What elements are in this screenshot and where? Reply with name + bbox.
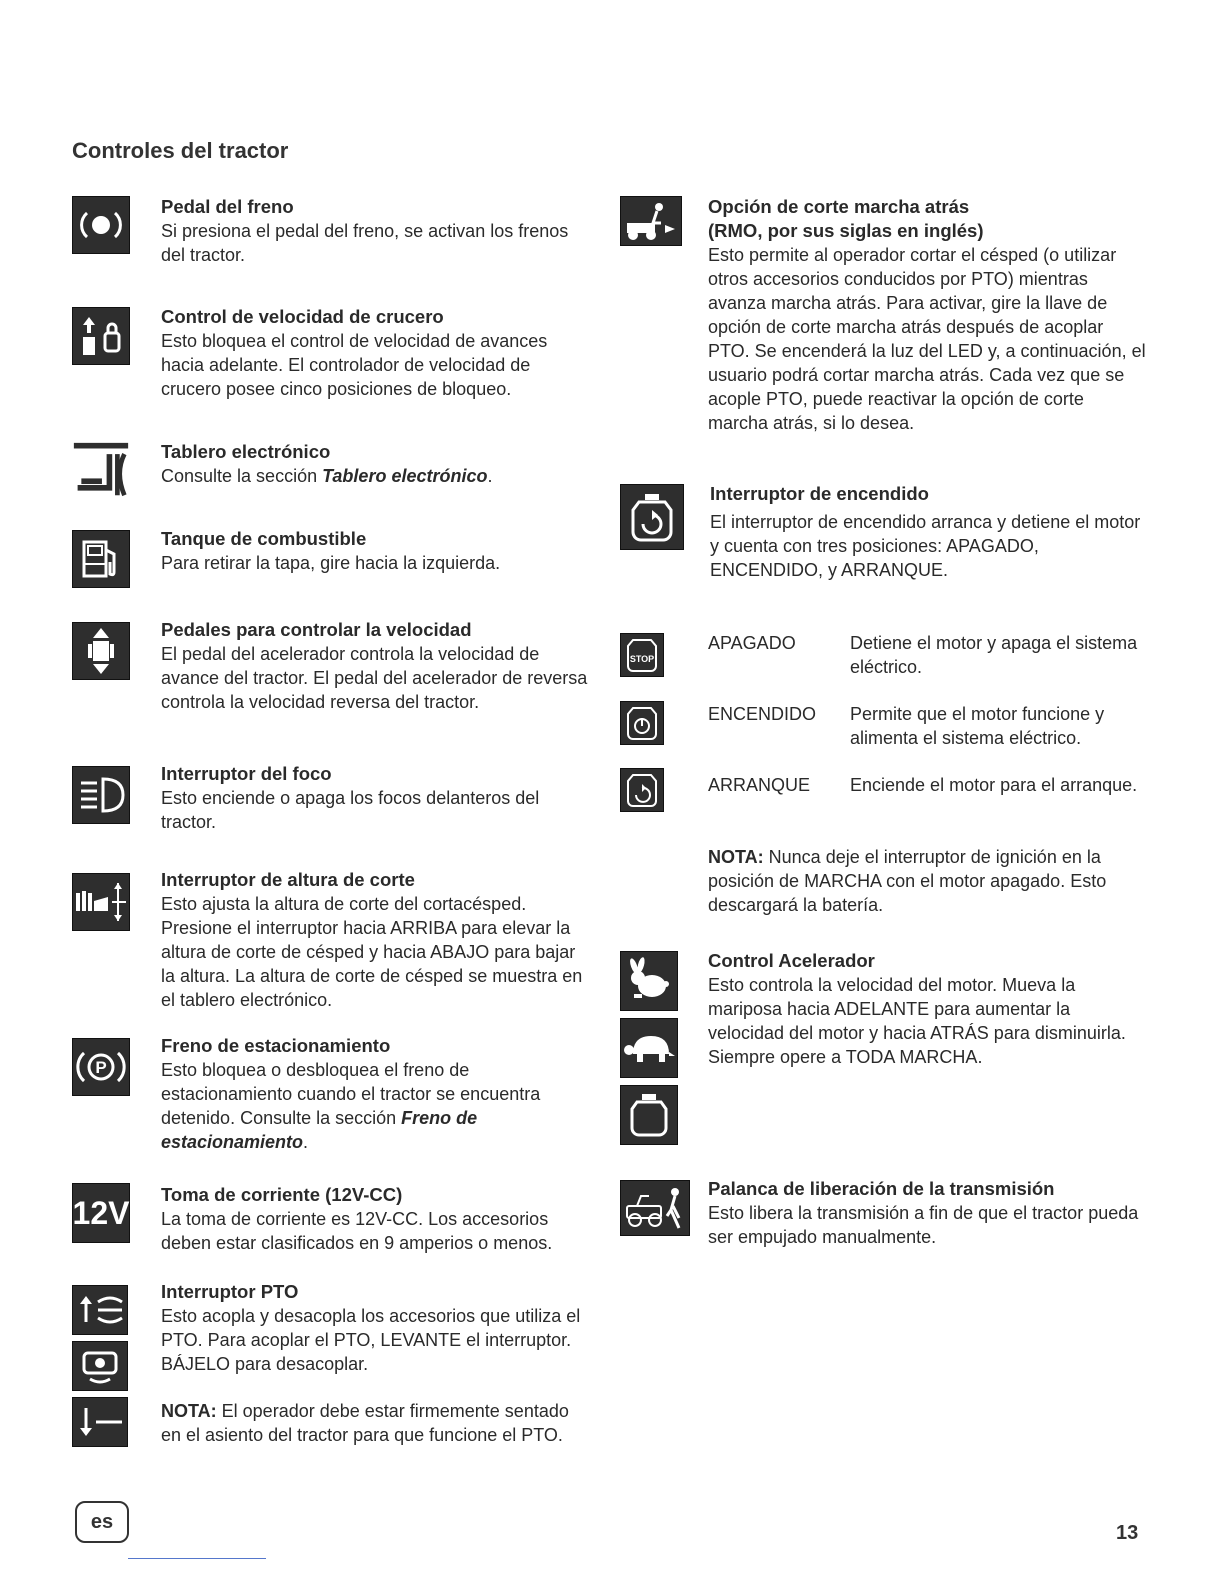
transmission-release-item [708,1177,1148,1249]
choke-icon [620,1085,678,1145]
speed-pedals-item [161,618,591,714]
item-title: Control Acelerador [708,950,875,971]
item-body: Esto bloquea el control de velocidad de avances hacia adelante. El controlador de velocidad de crucero posee cinco posiciones de bloqueo. [161,331,548,399]
position-desc: Permite que el motor funcione y alimenta el sistema eléctrico. [850,704,1105,748]
item-body: El pedal del acelerador controla la velocidad de avance del tractor. El pedal del acelerador de reversa controla la velocidad reversa del tractor. [161,644,588,712]
item-title: Pedales para controlar la velocidad [161,619,472,640]
parking-brake-item [161,1034,591,1154]
cut-height-switch-item [161,868,591,1012]
item-body: Consulte la sección Tablero electrónico. [161,466,493,486]
pto-switch-item [161,1280,591,1376]
item-body: Esto acopla y desacopla los accesorios que utiliza el PTO. Para acoplar el PTO, LEVANTE el interruptor. BÁJELO para desacoplar. [161,1306,581,1374]
engine-run-icon [620,701,664,745]
engine-start-icon [620,768,664,812]
ignition-icon [620,484,684,550]
power-outlet-icon [72,1183,130,1243]
position-name: ARRANQUE [708,775,811,795]
note-label: NOTA: [708,847,764,867]
page-number: 13 [1116,1522,1139,1544]
fuel-tank-item [161,527,591,575]
reverse-mow-item [708,195,1148,435]
headlight-icon [72,766,130,824]
item-body: El interruptor de encendido arranca y detiene el motor y cuenta con tres posiciones: APAGADO, ENCENDIDO, y ARRANQUE. [710,512,1141,580]
pto-disengage-icon [72,1397,128,1447]
item-title: Tanque de combustible [161,528,367,549]
ignition-position-start [708,773,1158,823]
ignition-note [708,845,1153,917]
note-text: El operador debe estar firmemente sentado en el asiento del tractor para que funcione el PTO. [161,1401,569,1445]
position-desc: Detiene el motor y apaga el sistema eléctrico. [850,633,1138,677]
item-title: Pedal del freno [161,196,294,217]
brake-icon [72,196,130,254]
svg-text:STOP: STOP [629,654,655,664]
svg-text:P: P [95,1058,107,1077]
item-body: Esto bloquea o desbloquea el freno de estacionamiento cuando el tractor se encuentra detenido. Consulte la sección Freno de estacionamiento. [161,1060,541,1152]
language-badge: es [75,1501,129,1543]
engine-stop-icon [620,633,664,677]
cut-height-icon [72,873,130,931]
item-title: Interruptor de encendido [710,483,929,504]
position-desc: Enciende el motor para el arranque. [850,775,1138,795]
fuel-tank-icon [72,530,130,588]
brake-pedal-item [161,195,591,267]
transmission-release-icon [620,1180,690,1236]
item-body: Para retirar la tapa, gire hacia la izquierda. [161,553,501,573]
power-outlet-icon-label: 12V [72,1194,130,1231]
dashboard-item [161,440,591,488]
item-body: La toma de corriente es 12V-CC. Los accesorios deben estar clasificados en 9 amperios o menos. [161,1209,553,1253]
item-body: Esto controla la velocidad del motor. Mueva la mariposa hacia ADELANTE para aumentar la velocidad del motor y hacia ATRÁS para disminuirla. Siempre opere a TODA MARCHA. [708,975,1126,1067]
item-title: Control de velocidad de crucero [161,306,444,327]
pto-note [161,1399,591,1447]
item-subtitle: (RMO, por sus siglas en inglés) [708,220,984,241]
position-name: APAGADO [708,633,796,653]
speed-pedal-icon [72,622,130,680]
parking-brake-icon [72,1038,130,1096]
note-text: Nunca deje el interruptor de ignición en la posición de MARCHA con el motor apagado. Esto descargará la batería. [708,847,1107,915]
dashboard-icon [72,441,130,499]
throttle-item [708,949,1148,1069]
item-body: Si presiona el pedal del freno, se activan los frenos del tractor. [161,221,569,265]
turtle-icon [620,1018,678,1078]
reverse-mow-icon [620,196,682,246]
pto-engage-icon [72,1285,128,1335]
rabbit-icon [620,951,678,1011]
ignition-switch-item [710,482,1150,582]
item-title: Toma de corriente (12V-CC) [161,1184,403,1205]
headlight-switch-item [161,762,591,834]
item-body: Esto libera la transmisión a fin de que el tractor pueda ser empujado manualmente. [708,1203,1139,1247]
item-title: Interruptor de altura de corte [161,869,415,890]
cruise-control-item [161,305,591,401]
item-body: Esto enciende o apaga los focos delanteros del tractor. [161,788,540,832]
item-title: Freno de estacionamiento [161,1035,391,1056]
item-body: Esto ajusta la altura de corte del cortacésped. Presione el interruptor hacia ARRIBA para elevar la altura de corte de césped y hacia ABAJO para bajar la altura. La altura de corte de césped se muestra en el tablero electrónico. [161,894,583,1010]
power-outlet-item [161,1183,591,1255]
note-label: NOTA: [161,1401,217,1421]
ignition-position-on [708,702,1158,752]
item-title: Palanca de liberación de la transmisión [708,1178,1055,1199]
item-title: Interruptor del foco [161,763,332,784]
pto-icon [72,1341,128,1391]
ignition-position-off [708,631,1158,681]
item-title: Interruptor PTO [161,1281,299,1302]
page-title: Controles del tractor [72,138,289,163]
footer-link-line [128,1558,266,1559]
item-title: Opción de corte marcha atrás [708,196,970,217]
position-name: ENCENDIDO [708,704,817,724]
item-body: Esto permite al operador cortar el césped (o utilizar otros accesorios conducidos por PTO) mientras avanza marcha atrás. Para activar, gire la llave de opción de corte marcha atrás después de acoplar PTO. Se encenderá la luz del LED y, a continuación, el usuario podrá cortar marcha atrás. Cada vez que se acople PTO, puede reactivar la opción de corte marcha atrás, si lo desea. [708,245,1146,433]
item-title: Tablero electrónico [161,441,331,462]
cruise-control-icon [72,307,130,365]
